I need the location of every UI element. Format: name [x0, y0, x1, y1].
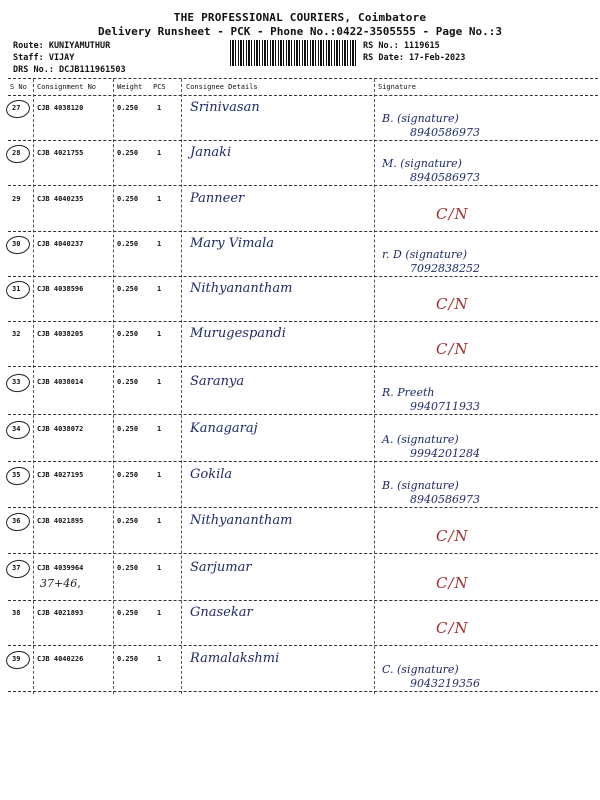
consignment-number: CJB 4039964: [37, 564, 84, 572]
col-pcs-header: PCS: [153, 83, 166, 91]
weight-value: 0.250: [117, 517, 139, 525]
row-separator: [8, 461, 598, 462]
serial-number: 31: [12, 285, 21, 293]
pcs-value: 1: [157, 149, 162, 157]
pcs-value: 1: [157, 330, 162, 338]
consignee-name: Ramalakshmi: [190, 651, 280, 666]
staff-label: Staff: VIJAY: [13, 53, 75, 63]
row-separator: [8, 691, 598, 692]
row-separator: [8, 321, 598, 322]
pcs-value: 1: [157, 425, 162, 433]
consignment-number: CJB 4038596: [37, 285, 84, 293]
signature-phone: 7092838252: [410, 262, 480, 275]
header-top-rule: [8, 78, 598, 79]
weight-value: 0.250: [117, 330, 139, 338]
signature-phone: 9043219356: [410, 677, 480, 690]
col-weight-header: Weight: [117, 83, 143, 91]
weight-value: 0.250: [117, 655, 139, 663]
row-separator: [8, 185, 598, 186]
row-separator: [8, 231, 598, 232]
consignment-number: CJB 4027195: [37, 471, 84, 479]
row-separator: [8, 600, 598, 601]
signature-phone: 8940586973: [410, 493, 480, 506]
weight-value: 0.250: [117, 104, 139, 112]
consignment-number: CJB 4021895: [37, 517, 84, 525]
col-sno-header: S No: [10, 83, 27, 91]
signature-name: R. Preeth: [382, 386, 435, 399]
pcs-value: 1: [157, 609, 162, 617]
serial-number: 39: [12, 655, 21, 663]
weight-value: 0.250: [117, 378, 139, 386]
drs-number: DRS No.: DCJB111961503: [13, 65, 126, 75]
consignment-number: CJB 4040237: [37, 240, 84, 248]
column-divider: [33, 79, 34, 694]
row-separator: [8, 645, 598, 646]
consignee-name: Kanagaraj: [190, 421, 258, 436]
rs-date: RS Date: 17-Feb-2023: [363, 53, 466, 63]
consignee-name: Gokila: [190, 467, 233, 482]
pcs-value: 1: [157, 240, 162, 248]
signature-phone: 8940586973: [410, 171, 480, 184]
row-separator: [8, 507, 598, 508]
rs-number: RS No.: 1119615: [363, 41, 440, 51]
serial-number: 28: [12, 149, 21, 157]
serial-number: 36: [12, 517, 21, 525]
cn-mark: C/N: [436, 527, 469, 545]
signature-phone: 9994201284: [410, 447, 480, 460]
signature-name: A. (signature): [382, 433, 459, 446]
consignment-number: CJB 4021755: [37, 149, 84, 157]
weight-value: 0.250: [117, 240, 139, 248]
consignment-number: CJB 4038072: [37, 425, 84, 433]
consignee-name: Srinivasan: [190, 100, 260, 115]
pcs-value: 1: [157, 564, 162, 572]
row-separator: [8, 140, 598, 141]
column-divider: [113, 79, 114, 694]
consignee-name: Mary Vimala: [190, 236, 275, 251]
consignee-name: Gnasekar: [190, 605, 253, 620]
column-divider: [374, 79, 375, 694]
consignment-number: CJB 4040226: [37, 655, 84, 663]
pcs-value: 1: [157, 517, 162, 525]
consignment-number: CJB 4040235: [37, 195, 84, 203]
consignee-name: Sarjumar: [190, 560, 252, 575]
consignee-name: Nithyanantham: [190, 513, 293, 528]
serial-number: 34: [12, 425, 21, 433]
pcs-value: 1: [157, 655, 162, 663]
signature-name: B. (signature): [382, 112, 459, 125]
pcs-value: 1: [157, 378, 162, 386]
pcs-value: 1: [157, 104, 162, 112]
serial-number: 32: [12, 330, 21, 338]
col-signature-header: Signature: [378, 83, 416, 91]
col-consignment-header: Consignment No: [37, 83, 97, 91]
cn-mark: C/N: [436, 205, 469, 223]
weight-value: 0.250: [117, 564, 139, 572]
consignment-number: CJB 4038120: [37, 104, 84, 112]
consignment-number: CJB 4038014: [37, 378, 84, 386]
signature-phone: 9940711933: [410, 400, 480, 413]
consignee-name: Murugespandi: [190, 326, 286, 341]
header-bottom-rule: [8, 95, 598, 96]
consignee-name: Nithyanantham: [190, 281, 293, 296]
cn-mark: C/N: [436, 295, 469, 313]
handwritten-note: 37+46,: [40, 577, 81, 590]
consignment-number: CJB 4021893: [37, 609, 84, 617]
serial-number: 33: [12, 378, 21, 386]
serial-number: 29: [12, 195, 21, 203]
col-consignee-header: Consignee Details: [186, 83, 258, 91]
cn-mark: C/N: [436, 619, 469, 637]
weight-value: 0.250: [117, 285, 139, 293]
signature-phone: 8940586973: [410, 126, 480, 139]
route-label: Route: KUNIYAMUTHUR: [13, 41, 111, 51]
pcs-value: 1: [157, 471, 162, 479]
column-divider: [181, 79, 182, 694]
consignment-number: CJB 4038205: [37, 330, 84, 338]
pcs-value: 1: [157, 195, 162, 203]
weight-value: 0.250: [117, 195, 139, 203]
weight-value: 0.250: [117, 425, 139, 433]
consignee-name: Panneer: [190, 191, 245, 206]
signature-name: r. D (signature): [382, 248, 468, 261]
runsheet-title: THE PROFESSIONAL COURIERS, Coimbatore: [173, 11, 427, 24]
signature-name: B. (signature): [382, 479, 459, 492]
consignee-name: Janaki: [190, 145, 232, 160]
row-separator: [8, 553, 598, 554]
serial-number: 38: [12, 609, 21, 617]
serial-number: 37: [12, 564, 21, 572]
row-separator: [8, 276, 598, 277]
pcs-value: 1: [157, 285, 162, 293]
row-separator: [8, 366, 598, 367]
cn-mark: C/N: [436, 574, 469, 592]
runsheet-subtitle: Delivery Runsheet - PCK - Phone No.:0422-3505555 - Page No.:3: [98, 25, 502, 38]
row-separator: [8, 414, 598, 415]
serial-number: 35: [12, 471, 21, 479]
consignee-name: Saranya: [190, 374, 245, 389]
serial-number: 27: [12, 104, 21, 112]
signature-name: C. (signature): [382, 663, 459, 676]
serial-number: 30: [12, 240, 21, 248]
weight-value: 0.250: [117, 609, 139, 617]
signature-name: M. (signature): [382, 157, 462, 170]
weight-value: 0.250: [117, 471, 139, 479]
weight-value: 0.250: [117, 149, 139, 157]
cn-mark: C/N: [436, 340, 469, 358]
barcode: [230, 40, 357, 66]
